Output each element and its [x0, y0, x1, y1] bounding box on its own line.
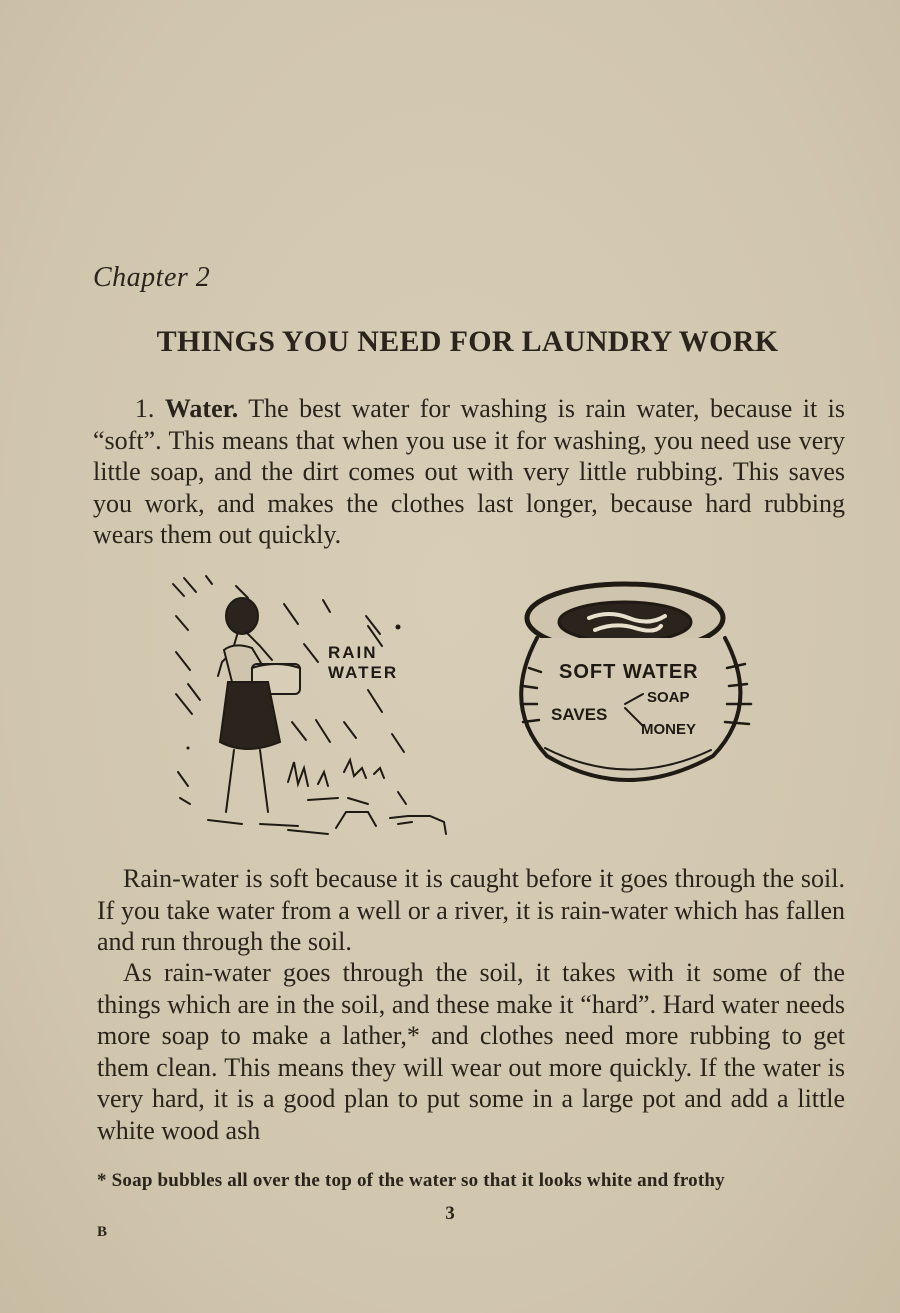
signature-mark: B [97, 1224, 108, 1240]
rain-label-line1: RAIN [328, 643, 378, 662]
paragraph-water [93, 393, 845, 551]
paragraph-number: 1. [134, 394, 155, 423]
chapter-heading [0, 325, 900, 359]
paragraph-hard-water: As rain-water goes through the soil, it takes with it some of the things which are in the soil, and these make it “hard”. Hard water needs more soap to make a lather,* and clothes need more rubbing to get them clean. This means they will wear out more quickly. If the water is very hard, it is a good plan to put some in a large pot and add a little white wood ash [97, 958, 845, 1145]
chapter-label: Chapter 2 [93, 262, 211, 293]
soft-water-pot-illustration [515, 576, 760, 794]
pot-label-saves: SAVES [551, 705, 608, 724]
paragraph-soft-water: Rain-water is soft because it is caught before it goes through the soil. If you take water from a well or a river, it is rain-water which has fallen and run through the soil. [97, 864, 845, 956]
chapter-heading-text: THINGS YOU NEED FOR LAUNDRY WORK [156, 325, 779, 358]
paragraph-lead: Water. [164, 394, 239, 423]
paragraph-body: The best water for washing is rain water, because it is “soft”. This means that when you use it for washing, you need use very little soap, and the dirt comes out with very little rubbing. This saves you work, and makes the clothes last longer, because hard rubbing wears them out quickly. [93, 394, 845, 549]
pot-label-money: MONEY [641, 721, 697, 738]
rain-label-line2: WATER [328, 663, 399, 682]
pot-label-soap: SOAP [647, 689, 690, 706]
footnote: * Soap bubbles all over the top of the water so that it looks white and frothy [97, 1170, 725, 1191]
rain-water-illustration [168, 572, 450, 840]
pot-label-soft-water: SOFT WATER [559, 661, 699, 683]
page-number: 3 [445, 1203, 455, 1224]
